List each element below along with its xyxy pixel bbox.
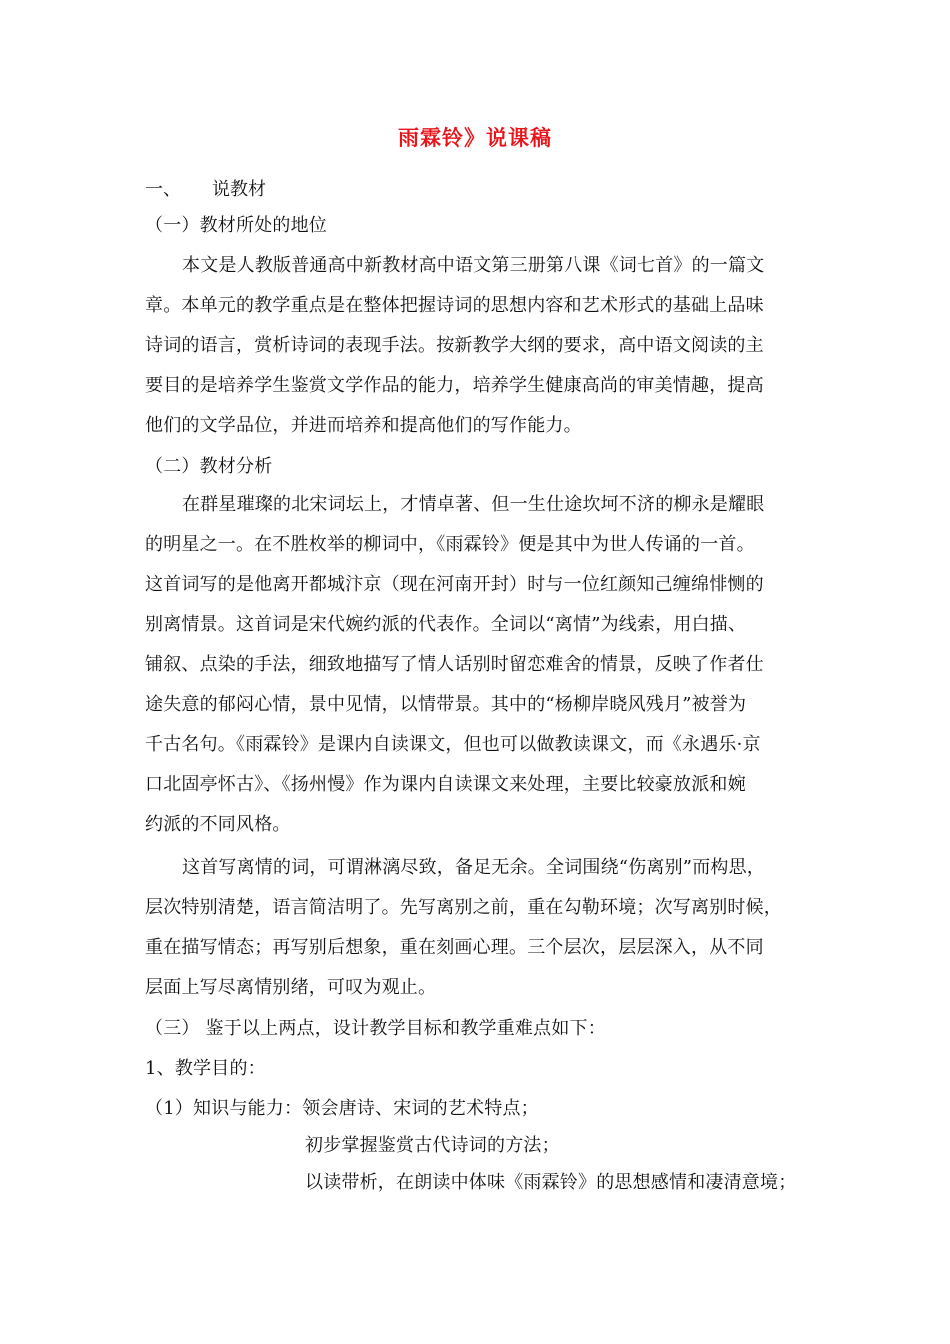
paragraph-line: 诗词的语言，赏析诗词的表现手法。按新教学大纲的要求，高中语文阅读的主 [145, 335, 764, 356]
subsection-heading: （一）教材所处的地位 [145, 215, 327, 236]
paragraph-line: 层次特别清楚，语言简洁明了。先写离别之前，重在勾勒环境；次写离别时候， [145, 897, 782, 918]
paragraph-line: 在群星璀璨的北宋词坛上，才情卓著、但一生仕途坎坷不济的柳永是耀眼 [182, 494, 765, 515]
paragraph-line: 约派的不同风格。 [145, 814, 291, 835]
paragraph-line: 别离情景。这首词是宋代婉约派的代表作。全词以“离情”为线索，用白描、 [145, 614, 747, 635]
paragraph-line: 本文是人教版普通高中新教材高中语文第三册第八课《词七首》的一篇文 [182, 255, 765, 276]
paragraph-line: 铺叙、点染的手法，细致地描写了情人话别时留恋难舍的情景，反映了作者仕 [145, 654, 764, 675]
paragraph-line: 层面上写尽离情别绪，可叹为观止。 [145, 977, 437, 998]
paragraph-line: 千古名句。《雨霖铃》是课内自读课文，但也可以做教读课文，而《永遇乐·京 [145, 734, 761, 755]
goal-item: 以读带析，在朗读中体味《雨霖铃》的思想感情和凄清意境； [305, 1172, 797, 1193]
document-title: 雨霖铃》说课稿 [398, 126, 552, 150]
paragraph-line: 要目的是培养学生鉴赏文学作品的能力，培养学生健康高尚的审美情趣，提高 [145, 375, 764, 396]
paragraph-line: 途失意的郁闷心情，景中见情，以情带景。其中的“杨柳岸晓风残月”被誉为 [145, 694, 747, 715]
paragraph-line: 的明星之一。在不胜枚举的柳词中，《雨霖铃》便是其中为世人传诵的一首。 [145, 534, 755, 555]
paragraph-line: 章。本单元的教学重点是在整体把握诗词的思想内容和艺术形式的基础上品味 [145, 295, 764, 316]
paragraph-line: 口北固亭怀古》、《扬州慢》作为课内自读课文来处理，主要比较豪放派和婉 [145, 774, 746, 795]
paragraph-line: 重在描写情态；再写别后想象，重在刻画心理。三个层次，层层深入，从不同 [145, 937, 764, 958]
paragraph-line: 这首词写的是他离开都城汴京（现在河南开封）时与一位红颜知己缠绵悱恻的 [145, 574, 764, 595]
section-number: 一、 [145, 179, 181, 200]
goal-heading: 1、教学目的： [145, 1058, 266, 1079]
goal-item: 初步掌握鉴赏古代诗词的方法； [305, 1135, 560, 1156]
paragraph-line: 这首写离情的词，可谓淋漓尽致，备足无余。全词围绕“伤离别”而构思， [182, 857, 766, 878]
section-heading: 说教材 [212, 179, 266, 200]
goal-item: （1）知识与能力：领会唐诗、宋词的艺术特点； [145, 1098, 539, 1119]
subsection-heading: （三） 鉴于以上两点，设计教学目标和教学重难点如下： [145, 1018, 606, 1039]
paragraph-line: 他们的文学品位，并进而培养和提高他们的写作能力。 [145, 415, 582, 436]
subsection-heading: （二）教材分析 [145, 456, 273, 477]
